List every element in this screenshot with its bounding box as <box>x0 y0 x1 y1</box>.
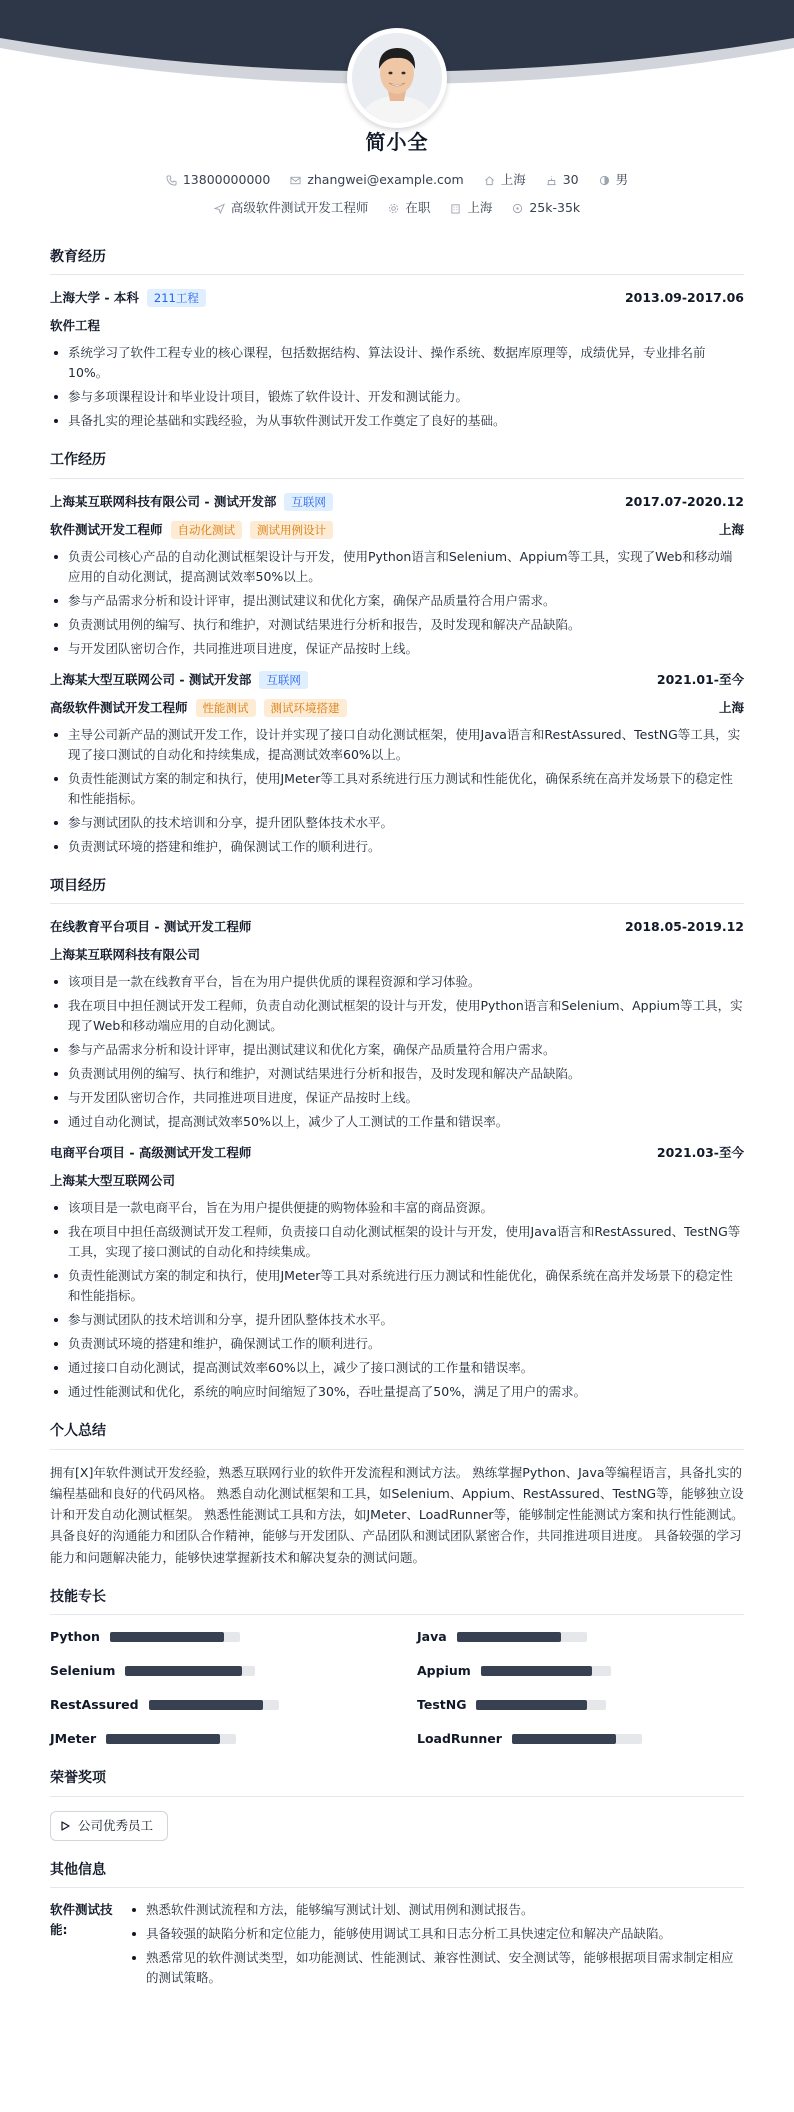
building-icon <box>450 203 461 214</box>
project-bullets <box>50 972 744 1132</box>
avatar-frame <box>347 28 447 128</box>
list-item: 系统学习了软件工程专业的核心课程，包括数据结构、算法设计、操作系统、数据库原理等，成绩优异，专业排名前10%。 <box>50 343 744 383</box>
award-text: 公司优秀员工 <box>78 1817 154 1833</box>
skill-level-bar <box>481 1666 611 1676</box>
candidate-name: 简小全 <box>365 130 429 154</box>
list-item: 负责性能测试方案的制定和执行，使用JMeter等工具对系统进行压力测试和性能优化，确保系统在高并发场景下的稳定性和性能指标。 <box>50 769 744 809</box>
major-row <box>50 315 744 337</box>
skill-name: Selenium <box>50 1663 116 1679</box>
work-city: 上海 <box>718 699 744 715</box>
project-head <box>50 916 744 938</box>
job-target-info <box>214 198 369 218</box>
skill-level-fill <box>512 1734 616 1744</box>
job-target-text: 高级软件测试开发工程师 <box>230 200 369 215</box>
list-item: 熟悉常见的软件测试类型，如功能测试、性能测试、兼容性测试、安全测试等，能够根据项目需求制定相应的测试策略。 <box>128 1948 744 1988</box>
gender-text: 男 <box>615 172 629 187</box>
resume-content <box>50 246 744 2010</box>
list-item: 与开发团队密切合作，共同推进项目进度，保证产品按时上线。 <box>50 1088 744 1108</box>
role-row <box>50 697 744 719</box>
skill-level-fill <box>481 1666 592 1676</box>
skill-name: RestAssured <box>50 1697 139 1713</box>
skill-item <box>50 1729 377 1749</box>
section-title: 荣誉奖项 <box>50 1767 744 1796</box>
skill-level-fill <box>106 1734 220 1744</box>
list-item: 熟悉软件测试流程和方法，能够编写测试计划、测试用例和测试报告。 <box>128 1900 744 1920</box>
skill-level-fill <box>149 1700 263 1710</box>
project-entry <box>50 916 744 1132</box>
work-head <box>50 491 744 513</box>
work-period: 2021.01-至今 <box>656 671 744 687</box>
other-label: 软件测试技能: <box>50 1901 113 1937</box>
list-item: 参与产品需求分析和设计评审，提出测试建议和优化方案，确保产品质量符合用户需求。 <box>50 1040 744 1060</box>
list-item: 该项目是一款在线教育平台，旨在为用户提供优质的课程资源和学习体验。 <box>50 972 744 992</box>
send-icon <box>214 203 225 214</box>
work-entry <box>50 669 744 857</box>
company-name: 上海某大型互联网公司 - 测试开发部 <box>50 671 252 687</box>
list-item: 具备较强的缺陷分析和定位能力，能够使用调试工具和日志分析工具快速定位和解决产品缺陷。 <box>128 1924 744 1944</box>
list-item: 负责公司核心产品的自动化测试框架设计与开发，使用Python语言和Selenium、Appium等工具，实现了Web和移动端应用的自动化测试，提高测试效率50%以上。 <box>50 547 744 587</box>
email-info <box>290 170 463 190</box>
phone-info <box>166 170 270 190</box>
skill-item <box>50 1695 377 1715</box>
list-item: 参与测试团队的技术培训和分享，提升团队整体技术水平。 <box>50 1310 744 1330</box>
skill-name: Appium <box>417 1663 471 1679</box>
list-item: 通过性能测试和优化，系统的响应时间缩短了30%，吞吐量提高了50%，满足了用户的需求。 <box>50 1382 744 1402</box>
job-intent-row <box>0 198 794 218</box>
skill-item <box>417 1695 744 1715</box>
skill-level-bar <box>457 1632 587 1642</box>
skill-level-bar <box>476 1700 606 1710</box>
skill-tag: 测试用例设计 <box>250 521 333 539</box>
summary-text: 拥有[X]年软件测试开发经验，熟悉互联网行业的软件开发流程和测试方法。 熟练掌握Python、Java等编程语言，具备扎实的编程基础和良好的代码风格。 熟悉自动化测试框架和工具，如Selenium、Appium、RestAssured、TestNG等，能够独立设计和开发自动化测试框架。 熟悉性能测试工具和方法，如JMeter、LoadRunner等，能够制定性能测试方案和执行性能测试。 具备良好的沟通能力和团队合作精神，能够与开发团队、产品团队和测试团队紧密合作，共同推进项目进度。 具备较强的学习能力和问题解决能力，能够快速掌握新技术和解决复杂的测试问题。 <box>50 1464 744 1565</box>
gender-info <box>599 170 629 190</box>
list-item: 负责测试用例的编写、执行和维护，对测试结果进行分析和报告，及时发现和解决产品缺陷。 <box>50 615 744 635</box>
education-period: 2013.09-2017.06 <box>624 290 744 306</box>
project-period: 2018.05-2019.12 <box>624 919 744 935</box>
list-item: 该项目是一款电商平台，旨在为用户提供便捷的购物体验和丰富的商品资源。 <box>50 1198 744 1218</box>
section-title: 教育经历 <box>50 246 744 275</box>
project-period: 2021.03-至今 <box>656 1145 744 1161</box>
skill-item <box>417 1729 744 1749</box>
cake-icon <box>546 175 557 186</box>
skill-name: Python <box>50 1629 100 1645</box>
status-text: 在职 <box>405 200 431 215</box>
age-info <box>546 170 579 190</box>
project-entry <box>50 1142 744 1402</box>
list-item: 我在项目中担任测试开发工程师，负责自动化测试框架的设计与开发，使用Python语言和Selenium、Appium等工具，实现了Web和移动端应用的自动化测试。 <box>50 996 744 1036</box>
other-row <box>50 1900 744 1992</box>
skill-level-bar <box>110 1632 240 1642</box>
award-chip <box>50 1811 168 1841</box>
play-icon <box>61 1821 70 1831</box>
skill-item <box>417 1627 744 1647</box>
project-name: 电商平台项目 - 高级测试开发工程师 <box>50 1145 252 1161</box>
list-item: 参与多项课程设计和毕业设计项目，锻炼了软件设计、开发和测试能力。 <box>50 387 744 407</box>
awards-section <box>50 1767 744 1840</box>
industry-tag: 互联网 <box>284 493 333 511</box>
skill-level-fill <box>125 1666 242 1676</box>
projects-section <box>50 875 744 1402</box>
target-city-info <box>450 198 492 218</box>
section-title: 其他信息 <box>50 1859 744 1888</box>
school-name: 上海大学 - 本科 <box>50 290 139 306</box>
skill-item <box>50 1661 377 1681</box>
list-item: 主导公司新产品的测试开发工作，设计并实现了接口自动化测试框架，使用Java语言和RestAssured、TestNG等工具，实现了接口测试的自动化和持续集成，提高测试效率60%以上。 <box>50 725 744 765</box>
skill-name: Java <box>417 1629 447 1645</box>
work-section <box>50 449 744 856</box>
money-icon <box>512 203 523 214</box>
project-company: 上海某互联网科技有限公司 <box>50 947 201 963</box>
skill-level-bar <box>512 1734 642 1744</box>
project-company-row <box>50 1170 744 1192</box>
list-item: 参与产品需求分析和设计评审，提出测试建议和优化方案，确保产品质量符合用户需求。 <box>50 591 744 611</box>
education-section <box>50 246 744 431</box>
project-bullets <box>50 1198 744 1402</box>
section-title: 工作经历 <box>50 449 744 478</box>
industry-tag: 互联网 <box>259 671 308 689</box>
skill-level-bar <box>125 1666 255 1676</box>
skills-grid <box>50 1627 744 1749</box>
skills-section <box>50 1586 744 1749</box>
role-name: 软件测试开发工程师 <box>50 521 163 537</box>
other-section <box>50 1859 744 1992</box>
school-tag: 211工程 <box>147 289 206 307</box>
skill-tag: 测试环境搭建 <box>264 699 347 717</box>
list-item: 参与测试团队的技术培训和分享，提升团队整体技术水平。 <box>50 813 744 833</box>
education-bullets <box>50 343 744 431</box>
email-text: zhangwei@example.com <box>307 172 464 187</box>
project-name: 在线教育平台项目 - 测试开发工程师 <box>50 919 252 935</box>
status-info <box>388 198 430 218</box>
skill-level-bar <box>149 1700 279 1710</box>
skill-name: TestNG <box>417 1697 467 1713</box>
skill-level-fill <box>457 1632 561 1642</box>
major-name: 软件工程 <box>50 318 101 334</box>
skill-level-bar <box>106 1734 236 1744</box>
phone-text: 13800000000 <box>182 172 271 187</box>
home-icon <box>484 175 495 186</box>
list-item: 负责测试环境的搭建和维护，确保测试工作的顺利进行。 <box>50 1334 744 1354</box>
section-title: 技能专长 <box>50 1586 744 1615</box>
list-item: 通过自动化测试，提高测试效率50%以上，减少了人工测试的工作量和错误率。 <box>50 1112 744 1132</box>
city-info <box>484 170 526 190</box>
skill-tag: 性能测试 <box>196 699 256 717</box>
skill-item <box>417 1661 744 1681</box>
salary-info <box>512 198 580 218</box>
work-bullets <box>50 547 744 659</box>
education-entry <box>50 287 744 431</box>
list-item: 负责测试用例的编写、执行和维护，对测试结果进行分析和报告，及时发现和解决产品缺陷。 <box>50 1064 744 1084</box>
project-company-row <box>50 944 744 966</box>
work-city: 上海 <box>718 521 744 537</box>
work-bullets <box>50 725 744 857</box>
project-head <box>50 1142 744 1164</box>
gear-icon <box>388 203 399 214</box>
work-head <box>50 669 744 691</box>
project-company: 上海某大型互联网公司 <box>50 1173 176 1189</box>
avatar <box>352 33 442 123</box>
list-item: 通过接口自动化测试，提高测试效率60%以上，减少了接口测试的工作量和错误率。 <box>50 1358 744 1378</box>
age-text: 30 <box>562 172 579 187</box>
list-item: 负责性能测试方案的制定和执行，使用JMeter等工具对系统进行压力测试和性能优化，确保系统在高并发场景下的稳定性和性能指标。 <box>50 1266 744 1306</box>
salary-text: 25k-35k <box>529 200 581 215</box>
skill-name: LoadRunner <box>417 1731 502 1747</box>
city-text: 上海 <box>500 172 526 187</box>
skill-level-fill <box>476 1700 587 1710</box>
list-item: 负责测试环境的搭建和维护，确保测试工作的顺利进行。 <box>50 837 744 857</box>
skill-level-fill <box>110 1632 224 1642</box>
gender-icon <box>599 175 610 186</box>
role-row <box>50 519 744 541</box>
summary-section <box>50 1420 744 1568</box>
work-period: 2017.07-2020.12 <box>624 493 744 509</box>
role-name: 高级软件测试开发工程师 <box>50 699 188 715</box>
list-item: 我在项目中担任高级测试开发工程师，负责接口自动化测试框架的设计与开发，使用Java语言和RestAssured、TestNG等工具，实现了接口测试的自动化和持续集成。 <box>50 1222 744 1262</box>
skill-item <box>50 1627 377 1647</box>
work-entry <box>50 491 744 659</box>
skill-tag: 自动化测试 <box>171 521 243 539</box>
mail-icon <box>290 175 301 186</box>
other-bullets <box>128 1900 744 1988</box>
contact-row <box>0 170 794 190</box>
company-name: 上海某互联网科技有限公司 - 测试开发部 <box>50 493 277 509</box>
list-item: 具备扎实的理论基础和实践经验，为从事软件测试开发工作奠定了良好的基础。 <box>50 411 744 431</box>
skill-name: JMeter <box>50 1731 97 1747</box>
education-head <box>50 287 744 309</box>
section-title: 个人总结 <box>50 1420 744 1449</box>
section-title: 项目经历 <box>50 875 744 904</box>
phone-icon <box>166 175 177 186</box>
target-city-text: 上海 <box>467 200 493 215</box>
list-item: 与开发团队密切合作，共同推进项目进度，保证产品按时上线。 <box>50 639 744 659</box>
